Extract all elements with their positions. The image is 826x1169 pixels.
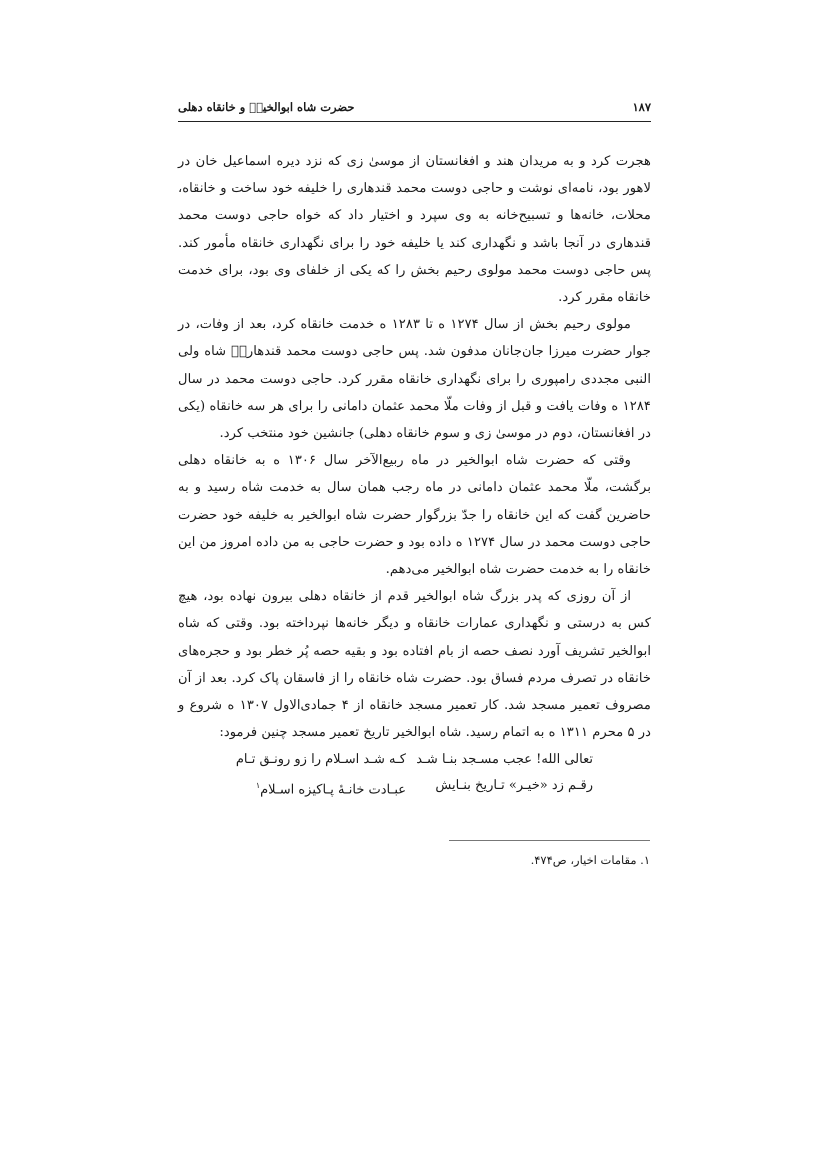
- running-title: حضرت شاه ابوالخیرؒ و خانقاه دهلی: [178, 100, 355, 114]
- hemistich: تعالی الله! عجب مسـجد بنـا شـد: [416, 752, 593, 768]
- paragraph: هجرت کرد و به مریدان هند و افغانستان از موسیٰ زی که نزد دیره اسماعیل خان در لاهور بود، نامه‌ای نوشت و حاجی دوست محمد قندهاری را خلیفه خود ساخت و خانقاه، محلات، خانه‌ها و تسبیح‌خانه به وی سپرد و اختیار داد که خواه حاجی دوست محمد قندهاری در آنجا باشد و نگهداری کند یا خلیفه خود را برای نگهداری خانقاه مأمور کند. پس حاجی دوست محمد مولوی رحیم بخش را که یکی از خلفای وی بود، برای خدمت خانقاه مقرر کرد.: [178, 154, 651, 306]
- hemistich: رقـم زد «خیـر» تـاریخ بنـایش: [435, 778, 593, 794]
- hemistich: عبـادت خانـۀ پـاکیزه اسـلام: [260, 782, 406, 798]
- running-header: [178, 96, 651, 118]
- page: [178, 96, 651, 804]
- header-rule: [178, 121, 651, 122]
- body-text: [178, 148, 651, 746]
- paragraph: از آن روزی که پدر بزرگ شاه ابوالخیر قدم از خانقاه دهلی بیرون نهاده بود، هیچ کس به درستی و نگهداری عمارات خانقاه و دیگر خانه‌ها نپرداخته بود. وقتی که شاه ابوالخیر تشریف آورد نصف حصه از بام افتاده بود و بقیه حصه پُر خطر بود و حجره‌های خانقاه در تصرف مردم فساق بود. حضرت شاه خانقاه را از فاسقان پاک کرد. بعد از آن مصروف تعمیر مسجد شد. کار تعمیر مسجد خانقاه از ۴ جمادی‌الاول ۱۳۰۷ ه شروع و در ۵ محرم ۱۳۱۱ ه به اتمام رسید. شاه ابوالخیر تاریخ تعمیر مسجد چنین فرمود:: [178, 589, 651, 741]
- paragraph: مولوی رحیم بخش از سال ۱۲۷۴ ه تا ۱۲۸۳ ه خدمت خانقاه کرد، بعد از وفات، در جوار حضرت میرزا جان‌جانان مدفون شد. پس حاجی دوست محمد قندهاریؒ شاه ولی النبی مجددی رامپوری را برای نگهداری خانقاه مقرر کرد. حاجی دوست محمد در سال ۱۲۸۴ ه وفات یافت و قبل از وفات ملّا محمد عثمان دامانی را برای هر سه خانقاه (یکی در افغانستان، دوم در موسیٰ زی و سوم خانقاه دهلی) جانشین خود منتخب کرد.: [178, 317, 651, 442]
- verse: [178, 747, 651, 803]
- paragraph: وقتی که حضرت شاه ابوالخیر در ماه ربیع‌الآخر سال ۱۳۰۶ ه به خانقاه دهلی برگشت، ملّا محمد عثمان دامانی در ماه رجب همان سال به خدمت شاه رسید و به حاضرین گفت که این خانقاه را جدّ بزرگوار حضرت شاه ابوالخیر به خلیفه خود حضرت حاجی دوست محمد در سال ۱۲۷۴ ه داده بود و حضرت حاجی به من داده امروز من این خانقاه را به خدمت حضرت شاه ابوالخیر می‌دهم.: [178, 453, 651, 578]
- footnote: ۱. مقامات اخیار، ص۴۷۴.: [530, 853, 650, 867]
- verse-line: [178, 773, 651, 803]
- verse-line: [178, 747, 651, 773]
- footnote-marker: ۱: [255, 781, 261, 791]
- page-number: ۱۸۷: [632, 100, 651, 114]
- footnote-rule: [449, 840, 650, 841]
- hemistich: کـه شـد اسـلام را زو رونـق تـام: [235, 752, 406, 768]
